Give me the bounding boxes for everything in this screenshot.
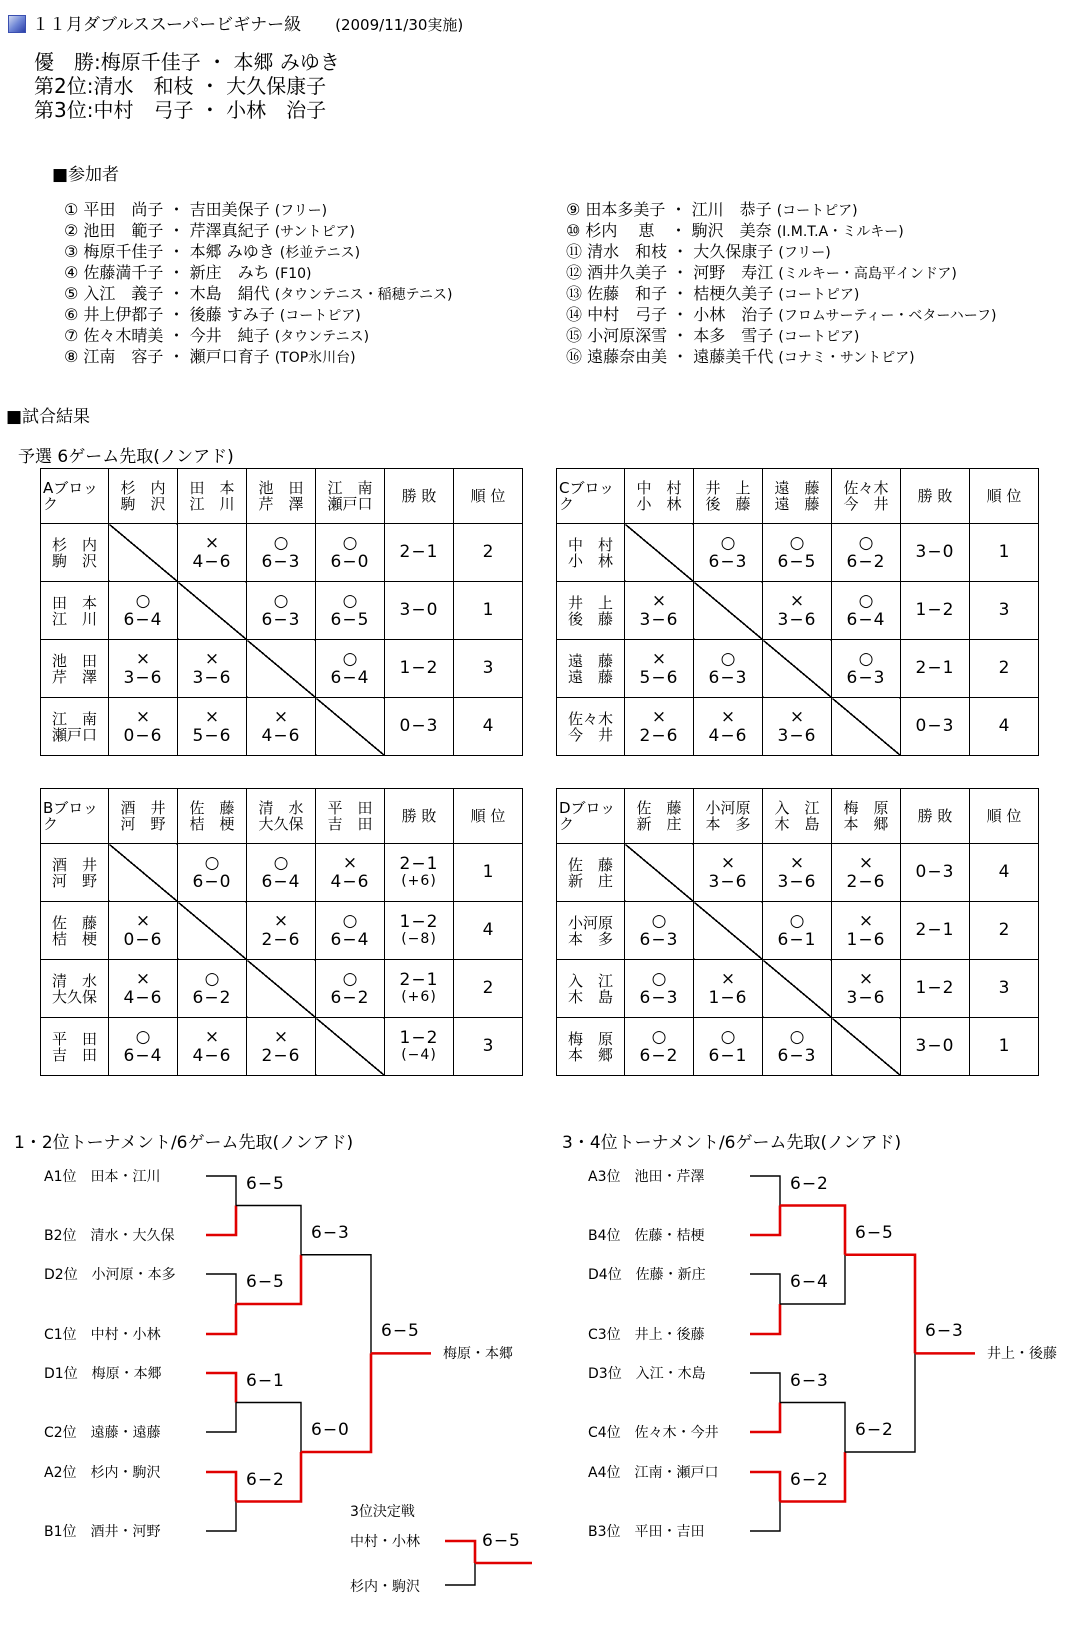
bracket-line (750, 1472, 780, 1502)
rank-value: 2 (454, 960, 523, 1018)
team-header: 小河原 本 多 (694, 789, 763, 844)
bracket-line (206, 1274, 236, 1304)
bracket-entry: B2位 清水・大久保 (44, 1228, 175, 1244)
match-result: × 2−6 (247, 1018, 316, 1076)
participant-affiliation: (フロムサーティー・ベターハーフ) (778, 308, 997, 324)
participant-names: ⑬ 佐藤 和子 ・ 桔梗久美子 (566, 284, 779, 303)
bracket-line (206, 1304, 236, 1334)
bracket-entry: D1位 梅原・本郷 (44, 1366, 162, 1382)
win-loss: 1−2 (901, 582, 970, 640)
match-result: ○ 6−3 (763, 1018, 832, 1076)
bracket-entry: C3位 井上・後藤 (588, 1327, 705, 1343)
win-loss: 0−3 (901, 698, 970, 756)
bracket-line (206, 1176, 236, 1206)
match-score: 6−4 (790, 1272, 829, 1292)
block-name: Cブロック (557, 469, 625, 524)
match-result: × 3−6 (178, 640, 247, 698)
match-score: 6−3 (311, 1222, 350, 1243)
participant-names: ⑯ 遠藤奈由美 ・ 遠藤美千代 (566, 347, 779, 366)
participant-affiliation: (コートピア) (778, 329, 860, 345)
rank-value: 3 (970, 582, 1039, 640)
win-loss: 1−2 (−4) (385, 1018, 454, 1076)
team-header: 平 田 吉 田 (316, 789, 385, 844)
rank-header: 順 位 (454, 469, 523, 524)
match-result: ○ 6−5 (316, 582, 385, 640)
prelim-heading: 予選 6ゲーム先取(ノンアド) (18, 447, 234, 467)
match-result: ○ 6−3 (694, 524, 763, 582)
match-result: ○ 6−2 (178, 960, 247, 1018)
bracket-line (750, 1274, 780, 1304)
participant-names: ② 池田 範子 ・ 芹澤真紀子 (64, 221, 275, 240)
bracket-line (780, 1403, 845, 1453)
bracket-line (780, 1206, 845, 1255)
team-name: 酒 井 河 野 (41, 844, 109, 902)
bracket-entry: D4位 佐藤・新庄 (588, 1267, 706, 1283)
participant-names: ⑥ 井上伊都子 ・ 後藤 すみ子 (64, 305, 280, 324)
match-result: ○ 6−4 (316, 902, 385, 960)
win-loss: 2−1 (901, 640, 970, 698)
bracket-line (206, 1373, 236, 1403)
tournament-winner: 井上・後藤 (987, 1346, 1057, 1363)
participant-affiliation: (タウンテニス・稲穂テニス) (274, 287, 453, 303)
bracket-line (236, 1206, 301, 1255)
win-loss: 0−3 (385, 698, 454, 756)
t12-heading: 1・2位トーナメント/6ゲーム先取(ノンアド) (14, 1133, 354, 1153)
bracket-entry: D2位 小河原・本多 (44, 1267, 176, 1283)
match-score: 6−3 (925, 1321, 964, 1342)
bracket-entry: A3位 池田・芹澤 (588, 1169, 705, 1185)
rank-header: 順 位 (454, 789, 523, 844)
team-header: 入 江 木 島 (763, 789, 832, 844)
team-name: 江 南 瀬戸口 (41, 698, 109, 756)
match-result: × 1−6 (694, 960, 763, 1018)
win-loss: 2−1 (+6) (385, 844, 454, 902)
bracket-line (750, 1502, 780, 1532)
win-loss: 3−0 (385, 582, 454, 640)
bracket-line (750, 1206, 780, 1236)
win-loss: 1−2 (385, 640, 454, 698)
match-result: × 3−6 (763, 582, 832, 640)
rank-value: 1 (970, 524, 1039, 582)
bracket-entry: B1位 酒井・河野 (44, 1524, 161, 1540)
participant-names: ⑩ 杉内 恵 ・ 駒沢 美奈 (566, 221, 777, 240)
block-name: Dブロック (557, 789, 625, 844)
bracket-entry: B3位 平田・吉田 (588, 1524, 705, 1540)
t34-heading: 3・4位トーナメント/6ゲーム先取(ノンアド) (562, 1133, 902, 1153)
match-result: × 3−6 (832, 960, 901, 1018)
match-score: 6−5 (246, 1173, 285, 1194)
win-loss: 2−1 (385, 524, 454, 582)
participant-affiliation: (フリー) (274, 203, 328, 219)
participant-names: ⑪ 清水 和枝 ・ 大久保康子 (566, 242, 779, 261)
bracket-line (206, 1403, 236, 1433)
participant-affiliation: (TOP氷川台) (274, 350, 356, 366)
results-heading: ■試合結果 (6, 407, 91, 427)
team-name: 中 村 小 林 (557, 524, 625, 582)
match-result: × 2−6 (625, 698, 694, 756)
participant-names: ④ 佐藤満千子 ・ 新庄 みち (64, 263, 275, 282)
rank-value: 2 (970, 902, 1039, 960)
team-header: 池 田 芹 澤 (247, 469, 316, 524)
participant-affiliation: (コートピア) (776, 203, 858, 219)
match-result: × 2−6 (247, 902, 316, 960)
team-name: 遠 藤 遠 藤 (557, 640, 625, 698)
team-name: 平 田 吉 田 (41, 1018, 109, 1076)
participant-names: ⑤ 入江 義子 ・ 木島 絹代 (64, 284, 275, 303)
team-header: 江 南 瀬戸口 (316, 469, 385, 524)
participant-names: ⑨ 田本多美子 ・ 江川 恭子 (566, 200, 777, 219)
match-score: 6−2 (790, 1469, 829, 1490)
rank-value: 3 (454, 1018, 523, 1076)
title-text: １１月ダブルススーパービギナー級 (32, 15, 302, 35)
winner-rank: 第2位: (34, 74, 94, 98)
bracket-entry: C2位 遠藤・遠藤 (44, 1425, 161, 1441)
bracket-entry: D3位 入江・木島 (588, 1366, 706, 1382)
match-result: ○ 6−3 (625, 902, 694, 960)
match-result: ○ 6−4 (832, 582, 901, 640)
win-loss: 1−2 (−8) (385, 902, 454, 960)
team-header: 井 上 後 藤 (694, 469, 763, 524)
match-result: ○ 6−1 (763, 902, 832, 960)
rank-value: 3 (970, 960, 1039, 1018)
match-result: ○ 6−4 (247, 844, 316, 902)
participant-affiliation: (タウンテニス) (274, 329, 370, 345)
team-header: 佐 藤 桔 梗 (178, 789, 247, 844)
participant-affiliation: (フリー) (778, 245, 831, 261)
participants-heading: ■参加者 (52, 165, 120, 185)
rank-header: 順 位 (970, 789, 1039, 844)
match-result: × 4−6 (694, 698, 763, 756)
match-result: × 3−6 (763, 844, 832, 902)
match-score: 6−5 (855, 1222, 894, 1243)
team-name: 小河原 本 多 (557, 902, 625, 960)
participant-names: ⑫ 酒井久美子 ・ 河野 寿江 (566, 263, 779, 282)
match-score: 6−2 (790, 1173, 829, 1194)
winner-rank: 優 勝: (34, 50, 101, 74)
win-loss: 2−1 (+6) (385, 960, 454, 1018)
rank-header: 順 位 (970, 469, 1039, 524)
participant-affiliation: (コナミ・サントピア) (778, 350, 915, 366)
rank-value: 2 (970, 640, 1039, 698)
match-result: ○ 6−3 (832, 640, 901, 698)
bracket-entry: A2位 杉内・駒沢 (44, 1465, 161, 1481)
participant-names: ⑦ 佐々木晴美 ・ 今井 純子 (64, 326, 275, 345)
match-result: × 4−6 (247, 698, 316, 756)
match-result: × 3−6 (109, 640, 178, 698)
match-result: ○ 6−2 (832, 524, 901, 582)
rank-value: 3 (454, 640, 523, 698)
block-name: Bブロック (41, 789, 109, 844)
match-result: × 0−6 (109, 698, 178, 756)
match-score: 6−1 (246, 1370, 285, 1391)
bracket-line (845, 1255, 915, 1354)
tournament-winner: 梅原・本郷 (443, 1346, 513, 1363)
rank-value: 4 (970, 844, 1039, 902)
bracket-line (301, 1255, 371, 1354)
rank-value: 1 (454, 844, 523, 902)
match-result: ○ 6−1 (694, 1018, 763, 1076)
match-result: × 5−6 (625, 640, 694, 698)
bracket-line (445, 1563, 475, 1585)
bracket-line (750, 1176, 780, 1206)
match-result: × 3−6 (763, 698, 832, 756)
team-name: 佐 藤 新 庄 (557, 844, 625, 902)
team-name: 佐 藤 桔 梗 (41, 902, 109, 960)
match-result: ○ 6−4 (316, 640, 385, 698)
match-result: × 4−6 (178, 1018, 247, 1076)
team-name: 佐々木 今 井 (557, 698, 625, 756)
participant-names: ⑭ 中村 弓子 ・ 小林 治子 (566, 305, 779, 324)
match-result: ○ 6−2 (625, 1018, 694, 1076)
bracket-entry: A4位 江南・瀬戸口 (588, 1465, 719, 1481)
bracket-entry: B4位 佐藤・桔梗 (588, 1228, 705, 1244)
rank-value: 4 (454, 698, 523, 756)
win-loss: 1−2 (901, 960, 970, 1018)
match-result: ○ 6−0 (178, 844, 247, 902)
team-header: 中 村 小 林 (625, 469, 694, 524)
match-result: × 2−6 (832, 844, 901, 902)
third-place-entry: 杉内・駒沢 (350, 1579, 420, 1595)
team-header: 佐々木 今 井 (832, 469, 901, 524)
match-score: 6−2 (855, 1420, 894, 1440)
team-name: 井 上 後 藤 (557, 582, 625, 640)
wl-header: 勝 敗 (901, 789, 970, 844)
third-place-heading: 3位決定戦 (350, 1504, 415, 1520)
match-result: × 4−6 (316, 844, 385, 902)
participant-affiliation: (コートピア) (778, 287, 860, 303)
match-result: ○ 6−4 (109, 1018, 178, 1076)
bracket-entry: C1位 中村・小林 (44, 1327, 161, 1343)
bracket-line (236, 1403, 301, 1453)
bracket-line (750, 1403, 780, 1433)
participant-affiliation: (サントピア) (274, 224, 355, 240)
winner-rank: 第3位: (34, 98, 94, 122)
team-name: 入 江 木 島 (557, 960, 625, 1018)
win-loss: 3−0 (901, 524, 970, 582)
win-loss: 3−0 (901, 1018, 970, 1076)
match-result: ○ 6−3 (694, 640, 763, 698)
team-name: 池 田 芹 澤 (41, 640, 109, 698)
match-result: × 3−6 (694, 844, 763, 902)
team-name: 杉 内 駒 沢 (41, 524, 109, 582)
match-result: × 3−6 (625, 582, 694, 640)
bracket-entry: A1位 田本・江川 (44, 1169, 161, 1185)
bracket-entry: C4位 佐々木・今井 (588, 1425, 719, 1441)
rank-value: 4 (454, 902, 523, 960)
participant-names: ⑧ 江南 容子 ・ 瀬戸口育子 (64, 347, 275, 366)
match-result: × 5−6 (178, 698, 247, 756)
participant-names: ③ 梅原千佳子 ・ 本郷 みゆき (64, 242, 280, 261)
team-header: 清 水 大久保 (247, 789, 316, 844)
bracket-line (206, 1472, 236, 1502)
match-score: 6−2 (246, 1469, 285, 1490)
rank-value: 4 (970, 698, 1039, 756)
wl-header: 勝 敗 (385, 789, 454, 844)
block-name: Aブロック (41, 469, 109, 524)
match-score: 6−5 (482, 1531, 521, 1551)
participant-affiliation: (I.M.T.A・ミルキー) (776, 224, 904, 240)
match-score: 6−3 (790, 1370, 829, 1391)
participant-affiliation: (ミルキー・高島平インドア) (778, 266, 957, 282)
match-result: × 1−6 (832, 902, 901, 960)
bracket-line (750, 1304, 780, 1334)
rank-value: 1 (970, 1018, 1039, 1076)
bracket-line (206, 1502, 236, 1532)
winner-names: 中村 弓子 ・ 小林 治子 (93, 98, 327, 122)
bracket-line (750, 1373, 780, 1403)
team-name: 梅 原 本 郷 (557, 1018, 625, 1076)
match-score: 6−5 (246, 1272, 285, 1292)
participant-names: ① 平田 尚子 ・ 吉田美保子 (64, 200, 275, 219)
team-header: 佐 藤 新 庄 (625, 789, 694, 844)
rank-value: 2 (454, 524, 523, 582)
team-header: 遠 藤 遠 藤 (763, 469, 832, 524)
participant-affiliation: (杉並テニス) (279, 245, 361, 261)
match-score: 6−0 (311, 1420, 350, 1440)
match-result: ○ 6−2 (316, 960, 385, 1018)
match-result: × 0−6 (109, 902, 178, 960)
team-header: 田 本 江 川 (178, 469, 247, 524)
bracket-line (206, 1206, 236, 1236)
match-result: ○ 6−0 (316, 524, 385, 582)
match-result: × 4−6 (109, 960, 178, 1018)
team-name: 田 本 江 川 (41, 582, 109, 640)
wl-header: 勝 敗 (385, 469, 454, 524)
match-result: × 4−6 (178, 524, 247, 582)
third-place-entry: 中村・小林 (350, 1534, 420, 1550)
team-header: 酒 井 河 野 (109, 789, 178, 844)
match-result: ○ 6−4 (109, 582, 178, 640)
team-name: 清 水 大久保 (41, 960, 109, 1018)
winner-names: 清水 和枝 ・ 大久保康子 (93, 74, 327, 98)
win-loss: 0−3 (901, 844, 970, 902)
match-result: ○ 6−3 (625, 960, 694, 1018)
wl-header: 勝 敗 (901, 469, 970, 524)
match-result: ○ 6−3 (247, 524, 316, 582)
win-loss: 2−1 (901, 902, 970, 960)
bracket-line (445, 1541, 475, 1563)
rank-value: 1 (454, 582, 523, 640)
participant-affiliation: (コートピア) (279, 308, 361, 324)
winner-names: 梅原千佳子 ・ 本郷 みゆき (100, 50, 340, 74)
match-result: ○ 6−3 (247, 582, 316, 640)
match-score: 6−5 (381, 1321, 420, 1342)
event-date: (2009/11/30実施) (335, 16, 464, 34)
team-header: 梅 原 本 郷 (832, 789, 901, 844)
participant-names: ⑮ 小河原深雪 ・ 本多 雪子 (566, 326, 779, 345)
participant-affiliation: (F10) (274, 266, 312, 282)
team-header: 杉 内 駒 沢 (109, 469, 178, 524)
match-result: ○ 6−5 (763, 524, 832, 582)
